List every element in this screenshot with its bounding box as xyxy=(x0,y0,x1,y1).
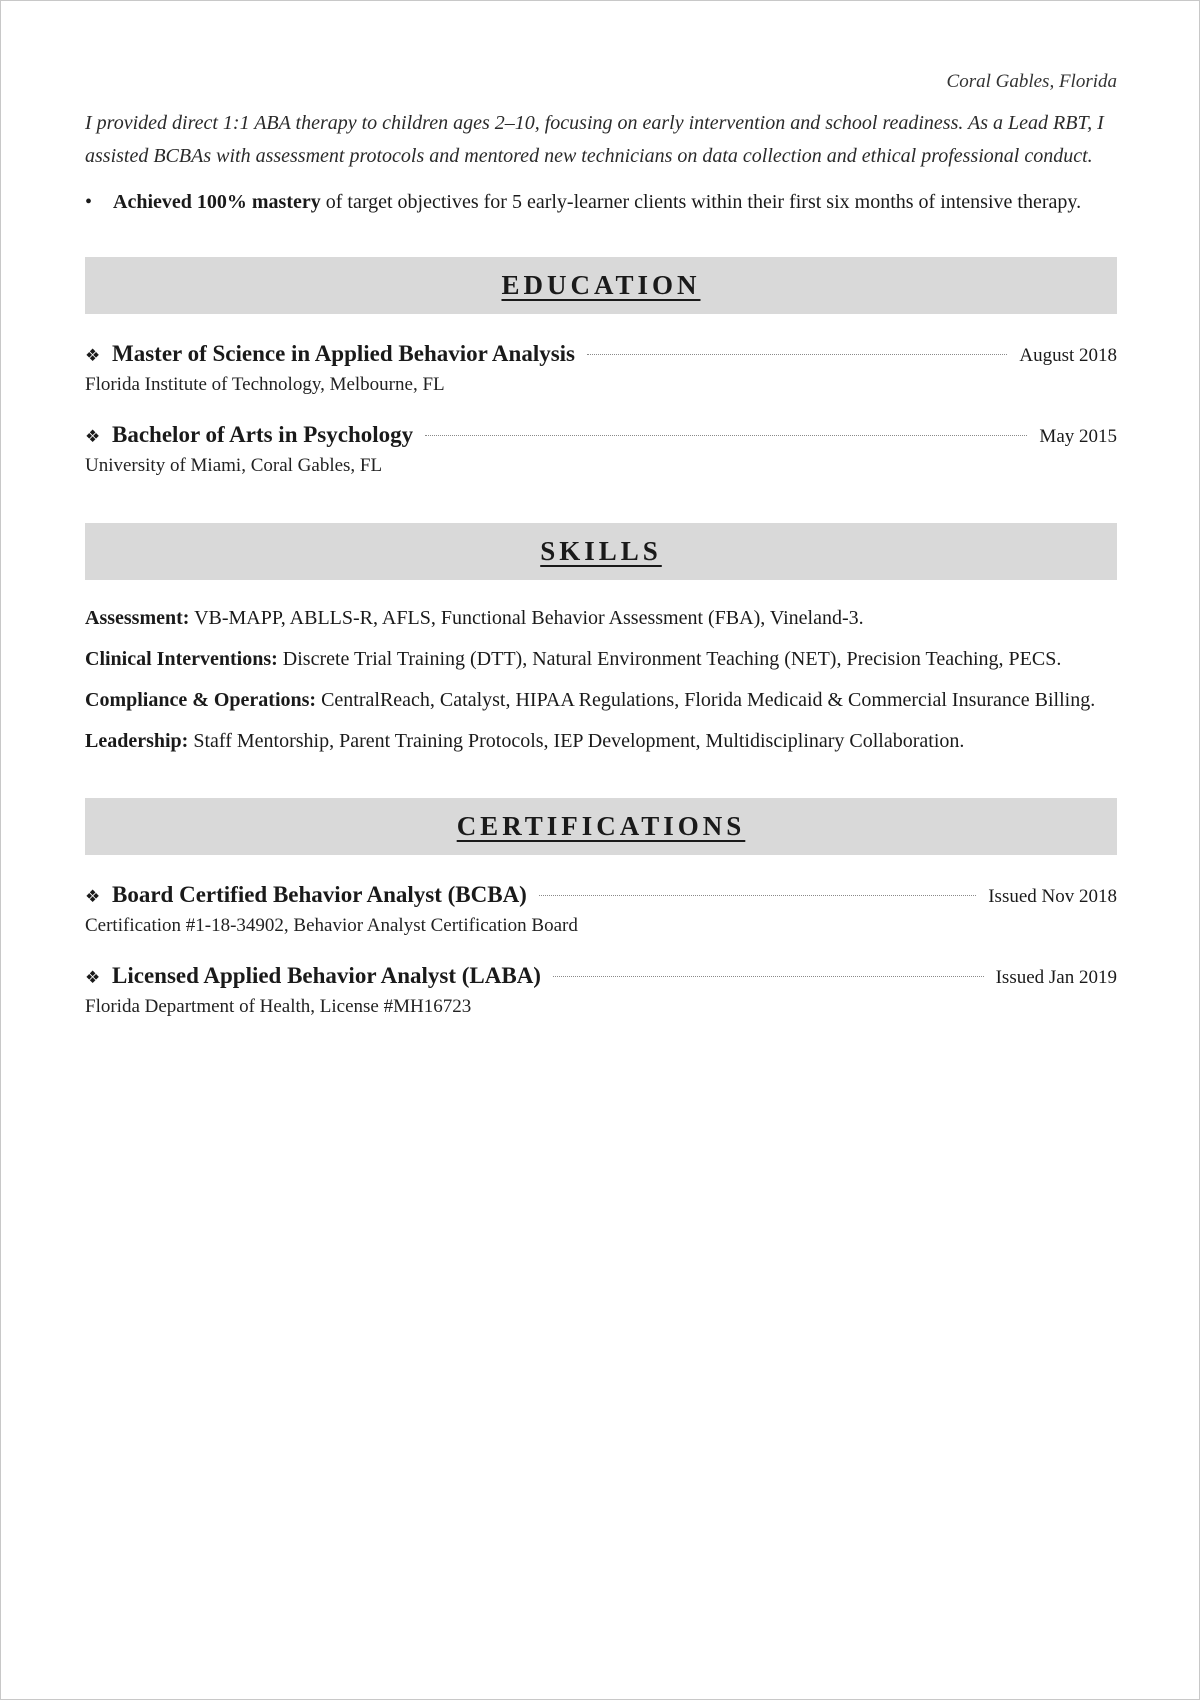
job-location: Coral Gables, Florida xyxy=(946,71,1117,92)
education-heading: EDUCATION xyxy=(501,270,701,300)
degree-date: August 2018 xyxy=(1019,345,1117,366)
degree-date: May 2015 xyxy=(1039,426,1117,447)
degree-title: Bachelor of Arts in Psychology xyxy=(112,422,414,447)
education-section-header xyxy=(85,257,1117,314)
education-entry xyxy=(85,341,1117,396)
education-entry xyxy=(85,422,1117,477)
certification-title: Board Certified Behavior Analyst (BCBA) xyxy=(112,882,527,907)
skill-line-clinical xyxy=(85,648,1117,671)
diamond-icon: ❖ xyxy=(85,346,101,365)
skill-label: Assessment: xyxy=(85,607,190,629)
degree-institution: Florida Institute of Technology, Melbourne, FL xyxy=(85,374,445,395)
certification-date: Issued Nov 2018 xyxy=(988,886,1117,907)
dotted-leader xyxy=(553,976,984,977)
skill-line-leadership xyxy=(85,730,1117,753)
diamond-icon: ❖ xyxy=(85,427,101,446)
diamond-icon: ❖ xyxy=(85,887,101,906)
dotted-leader xyxy=(425,435,1027,436)
diamond-icon: ❖ xyxy=(85,968,101,987)
dotted-leader xyxy=(587,354,1007,355)
certifications-heading: CERTIFICATIONS xyxy=(456,811,746,841)
bullet-text xyxy=(113,188,1081,216)
dotted-leader xyxy=(539,895,976,896)
degree-institution: University of Miami, Coral Gables, FL xyxy=(85,455,383,476)
bullet-bold: Achieved 100% mastery xyxy=(113,191,321,213)
job-summary: I provided direct 1:1 ABA therapy to children ages 2–10, focusing on early intervention and school readiness. As a Lead RBT, I assisted BCBAs with assessment protocols and mentored new technicians on data collection and ethical professional conduct. xyxy=(85,112,1104,167)
certifications-section-header xyxy=(85,798,1117,855)
degree-title: Master of Science in Applied Behavior Analysis xyxy=(112,341,576,366)
skills-section-header xyxy=(85,523,1117,580)
skill-label: Clinical Interventions: xyxy=(85,648,278,670)
certification-entry xyxy=(85,882,1117,937)
bullet-icon: • xyxy=(85,191,93,213)
skill-text: Staff Mentorship, Parent Training Protocols, IEP Development, Multidisciplinary Collaboration. xyxy=(188,730,965,752)
skill-text: VB-MAPP, ABLLS-R, AFLS, Functional Behavior Assessment (FBA), Vineland-3. xyxy=(189,607,864,629)
certification-entry xyxy=(85,963,1117,1018)
bullet-rest: of target objectives for 5 early-learner clients within their first six months of intensive therapy. xyxy=(320,191,1082,213)
skill-label: Leadership: xyxy=(85,730,189,752)
skills-heading: SKILLS xyxy=(540,536,662,566)
certification-issuer: Certification #1-18-34902, Behavior Analyst Certification Board xyxy=(85,915,578,936)
certification-issuer: Florida Department of Health, License #MH16723 xyxy=(85,996,472,1017)
skill-line-assessment xyxy=(85,607,1117,630)
certification-title: Licensed Applied Behavior Analyst (LABA) xyxy=(112,963,541,988)
certification-date: Issued Jan 2019 xyxy=(995,967,1117,988)
skill-text: Discrete Trial Training (DTT), Natural Environment Teaching (NET), Precision Teaching, PECS. xyxy=(277,648,1062,670)
skill-label: Compliance & Operations: xyxy=(85,689,317,711)
skill-text: CentralReach, Catalyst, HIPAA Regulations, Florida Medicaid & Commercial Insurance Billing. xyxy=(316,689,1096,711)
skill-line-compliance xyxy=(85,689,1117,712)
